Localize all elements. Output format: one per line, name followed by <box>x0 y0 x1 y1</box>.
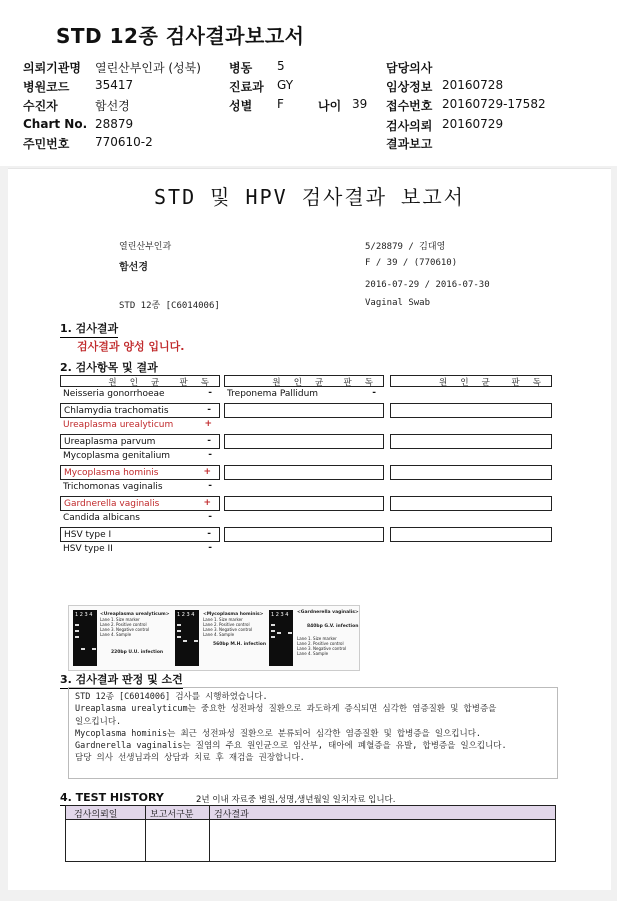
field-value-resident-no: 770610-2 <box>95 135 153 149</box>
opinion-line: Mycoplasma hominis는 최근 성전파성 질환으로 분류되어 심각한 염증질환 및 합병증을 일으킵니다. <box>75 728 482 739</box>
empty-row <box>224 403 384 419</box>
organism-name: Mycoplasma genitalium <box>63 451 171 461</box>
info-hospital: 열린산부인과 <box>119 242 172 252</box>
report-header <box>0 0 617 166</box>
gel-lane-numbers: 1 2 3 4 <box>75 612 93 618</box>
field-value-chart-no: 28879 <box>95 117 134 131</box>
organism-name: Mycoplasma hominis <box>64 467 159 478</box>
gel-legend-gardnerella <box>297 636 346 656</box>
field-label-chart-no: Chart No. <box>23 117 88 131</box>
field-value-test-request: 20160729 <box>442 117 504 131</box>
gel-lane-numbers: 1 2 3 4 <box>271 612 289 618</box>
organism-name: Neisseria gonorrhoeae <box>63 389 165 399</box>
result-sign: - <box>208 543 212 553</box>
result-row <box>60 434 220 450</box>
result-row <box>60 387 220 403</box>
gel-lane-desc: Lane 4. Sample <box>297 651 329 656</box>
organism-name: HSV type II <box>63 544 113 554</box>
field-label-age: 나이 <box>318 99 342 113</box>
gel-lane-desc: Lane 4. Sample <box>203 632 235 637</box>
column-header <box>390 375 552 387</box>
field-label-department: 진료과 <box>229 80 264 94</box>
column-header-reading: 판 독 <box>179 378 213 388</box>
result-sign: + <box>204 419 212 429</box>
organism-name: Ureaplasma parvum <box>64 436 156 447</box>
column-header <box>60 375 220 387</box>
empty-row <box>224 434 384 450</box>
field-value-age: 39 <box>352 97 368 111</box>
empty-row <box>390 449 552 465</box>
result-sign: - <box>208 388 212 398</box>
result-row-positive <box>60 465 220 481</box>
result-row <box>60 511 220 527</box>
gel-legend-mycoplasma <box>203 612 263 637</box>
gel-heading: <Ureaplasma urealyticum> <box>100 612 170 617</box>
gel-lane-numbers: 1 2 3 4 <box>177 612 195 618</box>
organism-name: Trichomonas vaginalis <box>63 482 163 492</box>
result-row <box>60 542 220 558</box>
column-header-organism: 원 인 균 <box>439 378 494 388</box>
table-divider <box>145 806 146 861</box>
organism-name: Treponema Pallidum <box>227 389 319 399</box>
section4-title: 4. TEST HISTORY <box>60 791 164 804</box>
field-label-requester: 의뢰기관명 <box>23 61 81 75</box>
empty-row <box>224 527 384 543</box>
field-label-test-request: 검사의뢰 <box>386 119 433 133</box>
organism-name: HSV type I <box>64 529 112 540</box>
result-sign: + <box>203 497 211 508</box>
organism-name: Chlamydia trachomatis <box>64 405 169 416</box>
field-value-requester: 열린산부인과 (성북) <box>95 61 201 75</box>
field-label-resident-no: 주민번호 <box>23 137 70 151</box>
field-label-result-report: 결과보고 <box>386 137 433 151</box>
info-specimen: Vaginal Swab <box>365 298 431 308</box>
organism-name: Gardnerella vaginalis <box>64 498 160 509</box>
empty-row <box>390 387 552 403</box>
gel-lane-desc: Lane 3. Negative control <box>297 646 347 651</box>
empty-row <box>390 496 552 512</box>
info-chart-doctor: 5/28879 / 김대영 <box>365 242 446 252</box>
gel-image-mycoplasma <box>175 610 199 666</box>
opinion-line: 일으킵니다. <box>75 716 122 727</box>
opinion-line: Ureaplasma urealyticum는 중요한 성전파성 질환으로 과도하게 증식되면 심각한 염증질환 및 합병증을 <box>75 704 497 715</box>
result-row-positive <box>60 418 220 434</box>
field-label-sex: 성별 <box>229 99 253 113</box>
field-value-receipt-no: 20160729-17582 <box>442 97 546 111</box>
gel-lane-desc: Lane 2. Positive control <box>203 622 250 627</box>
gel-band-label: 220bp U.U. infection <box>111 650 164 655</box>
column-header-organism: 원 인 균 <box>272 378 328 388</box>
result-row <box>224 387 384 403</box>
field-label-receipt-no: 접수번호 <box>386 99 433 113</box>
info-sex-age: F / 39 / (770610) <box>365 258 458 268</box>
gel-image-gardnerella <box>269 610 293 666</box>
empty-row <box>390 527 552 543</box>
results-column-2 <box>224 375 384 542</box>
section1-title: 1. 검사결과 <box>60 322 119 335</box>
result-sign: - <box>208 481 212 491</box>
page-title: STD 12종 검사결과보고서 <box>56 24 305 48</box>
column-header-reading: 판 독 <box>343 378 377 388</box>
field-label-ward: 병동 <box>229 61 253 75</box>
field-value-department: GY <box>277 78 294 92</box>
field-value-patient: 함선경 <box>95 99 130 113</box>
empty-row <box>390 403 552 419</box>
field-label-hospital-code: 병원코드 <box>23 80 70 94</box>
table-divider <box>209 806 210 861</box>
field-label-clinical-info: 임상정보 <box>386 80 433 94</box>
result-row <box>60 403 220 419</box>
result-row <box>60 449 220 465</box>
gel-lane-desc: Lane 1. Size marker <box>203 617 243 622</box>
info-patient: 함선경 <box>119 262 148 273</box>
gel-lane-desc: Lane 4. Sample <box>100 632 132 637</box>
column-header <box>224 375 384 387</box>
scanned-report <box>8 168 611 890</box>
gel-lane-desc: Lane 1. Size marker <box>297 636 337 641</box>
section2-title: 2. 검사항목 및 결과 <box>60 361 158 374</box>
gel-image-ureaplasma <box>73 610 97 666</box>
field-value-sex: F <box>277 97 284 111</box>
result-sign: - <box>207 404 211 415</box>
results-column-3 <box>390 375 552 542</box>
gel-band-label: 840bp G.V. infection <box>307 624 359 629</box>
gel-electrophoresis-images <box>68 605 360 671</box>
info-dates: 2016-07-29 / 2016-07-30 <box>365 280 490 290</box>
opinion-box <box>68 687 558 779</box>
organism-name: Ureaplasma urealyticum <box>63 420 174 430</box>
history-header-report-type: 보고서구분 <box>150 810 194 820</box>
empty-row <box>390 465 552 481</box>
section3-title: 3. 검사결과 판정 및 소견 <box>60 673 183 686</box>
field-value-clinical-info: 20160728 <box>442 78 504 92</box>
empty-row <box>224 511 384 527</box>
gel-band-label: 560bp M.H. infection <box>213 642 267 647</box>
empty-row <box>390 434 552 450</box>
history-table-header <box>66 806 555 820</box>
result-sign: + <box>203 466 211 477</box>
results-column-1 <box>60 375 220 558</box>
empty-row <box>224 496 384 512</box>
gel-lane-desc: Lane 2. Positive control <box>100 622 147 627</box>
gel-lane-desc: Lane 3. Negative control <box>100 627 150 632</box>
column-header-organism: 원 인 균 <box>108 378 164 388</box>
column-header-reading: 판 독 <box>511 378 545 388</box>
gel-lane-desc: Lane 1. Size marker <box>100 617 140 622</box>
history-header-result: 검사결과 <box>214 810 249 820</box>
organism-name: Candida albicans <box>63 513 140 523</box>
result-sign: - <box>207 435 211 446</box>
gel-heading: <Gardnerella vaginalis> <box>297 610 359 615</box>
result-row-positive <box>60 496 220 512</box>
result-sign: - <box>208 512 212 522</box>
empty-row <box>224 418 384 434</box>
positive-result-text: 검사결과 양성 입니다. <box>77 340 185 353</box>
history-note: 2년 이내 자료중 병원,성명,생년월일 일치자료 입니다. <box>196 795 396 805</box>
result-row <box>60 480 220 496</box>
gel-heading: <Mycoplasma hominis> <box>203 612 264 617</box>
result-row <box>60 527 220 543</box>
field-label-patient: 수진자 <box>23 99 58 113</box>
opinion-line: Gardnerella vaginalis는 질염의 주요 원인균으로 임산부, 태아에 폐혈증을 유발, 합병증을 일으킵니다. <box>75 741 507 752</box>
empty-row <box>390 418 552 434</box>
history-header-request-date: 검사의뢰일 <box>74 810 118 820</box>
gel-lane-desc: Lane 2. Positive control <box>297 641 344 646</box>
result-sign: - <box>207 528 211 539</box>
empty-row <box>390 480 552 496</box>
gel-lane-desc: Lane 3. Negative control <box>203 627 253 632</box>
report-title: STD 및 HPV 검사결과 보고서 <box>154 185 465 209</box>
gel-legend-ureaplasma <box>100 612 170 637</box>
test-history-table <box>65 805 556 862</box>
field-value-hospital-code: 35417 <box>95 78 134 92</box>
empty-row <box>224 480 384 496</box>
empty-row <box>390 511 552 527</box>
info-test-code: STD 12종 [C6014006] <box>119 301 220 311</box>
result-sign: - <box>208 450 212 460</box>
field-value-ward: 5 <box>277 59 285 73</box>
opinion-line: 담당 의사 선생님과의 상담과 치료 후 재검을 권장합니다. <box>75 753 305 764</box>
opinion-line: STD 12종 [C6014006] 검사를 시행하였습니다. <box>75 692 268 702</box>
empty-row <box>224 449 384 465</box>
field-label-doctor: 담당의사 <box>386 61 433 75</box>
empty-row <box>224 465 384 481</box>
result-sign: - <box>372 388 376 398</box>
